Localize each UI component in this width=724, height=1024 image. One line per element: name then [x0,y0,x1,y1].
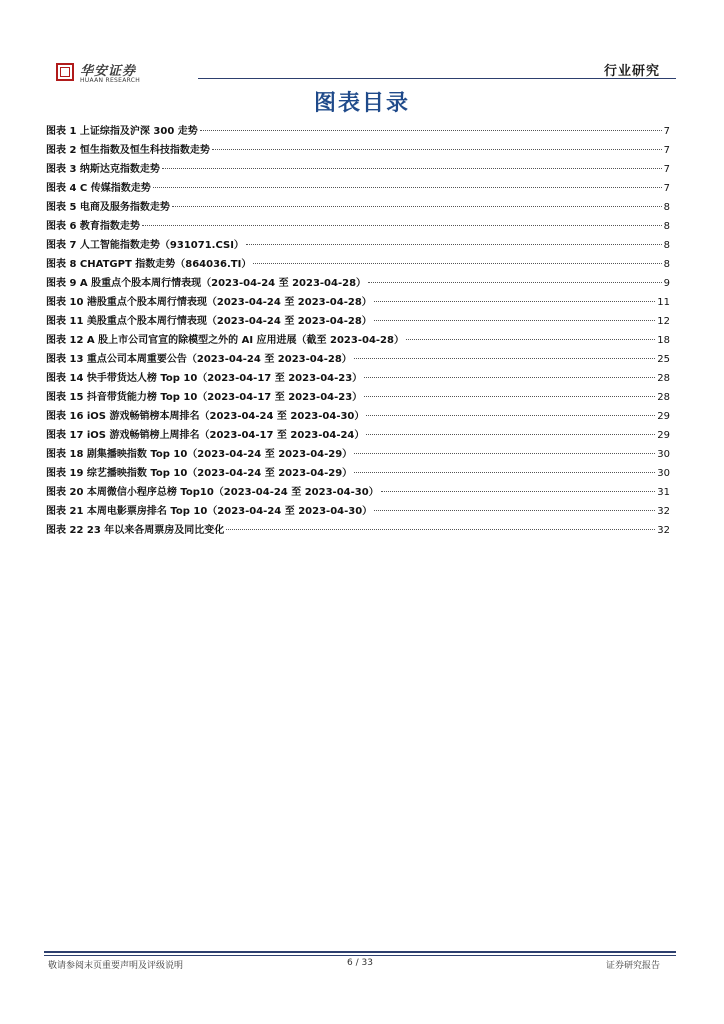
toc-dot-leader [364,377,655,378]
toc-entry[interactable] [46,502,670,521]
toc-entry-page[interactable]: 7 [663,183,670,194]
toc-dot-leader [246,244,662,245]
toc-entry-title[interactable]: 图表 12 A 股上市公司官宣的除模型之外的 AI 应用进展（截至 2023-04-28） [46,335,404,346]
toc-entry[interactable] [46,331,670,350]
toc-entry[interactable] [46,521,670,540]
toc-entry[interactable] [46,312,670,331]
toc-entry[interactable] [46,293,670,312]
page-title: 图表目录 [313,91,410,116]
toc-dot-leader [406,339,655,340]
toc-dot-leader [368,282,662,283]
toc-entry[interactable] [46,179,670,198]
toc-entry-page[interactable]: 8 [663,259,670,270]
toc-entry[interactable] [46,236,670,255]
toc-entry-title[interactable]: 图表 3 纳斯达克指数走势 [46,164,160,175]
toc-entry-page[interactable]: 31 [657,487,670,498]
toc-entry-title[interactable]: 图表 19 综艺播映指数 Top 10（2023-04-24 至 2023-04-29） [46,468,353,479]
toc-dot-leader [354,472,655,473]
toc-dot-leader [253,263,661,264]
toc-entry-page[interactable]: 29 [657,411,670,422]
toc-entry-title[interactable]: 图表 20 本周微信小程序总榜 Top10（2023-04-24 至 2023-04-30） [46,487,379,498]
toc-entry-page[interactable]: 28 [657,392,670,403]
toc-dot-leader [162,168,662,169]
toc-dot-leader [354,358,655,359]
toc-entry-title[interactable]: 图表 9 A 股重点个股本周行情表现（2023-04-24 至 2023-04-28） [46,278,367,289]
toc-dot-leader [364,396,655,397]
toc-dot-leader [142,225,662,226]
toc-entry-title[interactable]: 图表 13 重点公司本周重要公告（2023-04-24 至 2023-04-28） [46,354,352,365]
footer-divider [44,951,676,953]
footer-doc-type: 证券研究报告 [605,961,660,971]
toc-entry[interactable] [46,274,670,293]
toc-entry-title[interactable]: 图表 22 23 年以来各周票房及同比变化 [46,525,225,536]
toc-dot-leader [374,320,655,321]
toc-entry-title[interactable]: 图表 15 抖音带货能力榜 Top 10（2023-04-17 至 2023-04-23） [46,392,363,403]
toc-dot-leader [366,415,655,416]
toc-entry[interactable] [46,464,670,483]
toc-entry-page[interactable]: 7 [663,126,670,137]
toc-entry-title[interactable]: 图表 6 教育指数走势 [46,221,140,232]
toc-entry-page[interactable]: 7 [663,164,670,175]
toc-dot-leader [354,453,655,454]
toc-entry[interactable] [46,350,670,369]
toc-entry[interactable] [46,407,670,426]
toc-entry[interactable] [46,388,670,407]
toc-entry[interactable] [46,160,670,179]
toc-dot-leader [366,434,655,435]
toc-dot-leader [212,149,662,150]
toc-dot-leader [153,187,662,188]
toc-entry-page[interactable]: 8 [663,240,670,251]
toc-entry-page[interactable]: 29 [657,430,670,441]
toc-entry[interactable] [46,217,670,236]
toc-entry-page[interactable]: 32 [657,525,670,536]
toc-entry[interactable] [46,122,670,141]
toc-entry[interactable] [46,369,670,388]
logo-name-en: HUAAN RESEARCH [80,77,141,84]
toc-dot-leader [374,301,655,302]
page-header [48,56,676,88]
toc-entry-page[interactable]: 18 [657,335,670,346]
toc-entry-page[interactable]: 11 [657,297,670,308]
toc-entry-title[interactable]: 图表 18 剧集播映指数 Top 10（2023-04-24 至 2023-04-29） [46,449,353,460]
toc-entry[interactable] [46,483,670,502]
toc-entry[interactable] [46,141,670,160]
toc-entry-page[interactable]: 8 [663,221,670,232]
toc-entry-page[interactable]: 9 [663,278,670,289]
toc-entry-title[interactable]: 图表 8 CHATGPT 指数走势（864036.TI） [46,259,252,270]
toc-entry-title[interactable]: 图表 2 恒生指数及恒生科技指数走势 [46,145,210,156]
toc-entry-page[interactable]: 8 [663,202,670,213]
toc-entry-page[interactable]: 28 [657,373,670,384]
toc-dot-leader [172,206,662,207]
toc-entry-title[interactable]: 图表 16 iOS 游戏畅销榜本周排名（2023-04-24 至 2023-04-30） [46,411,365,422]
company-logo-icon [56,63,74,81]
toc-entry-title[interactable]: 图表 4 C 传媒指数走势 [46,183,151,194]
page-number: 6 / 33 [347,958,373,968]
logo-name-cn: 华安证券 [80,64,137,79]
toc-entry-page[interactable]: 30 [657,468,670,479]
toc-entry-title[interactable]: 图表 5 电商及服务指数走势 [46,202,170,213]
footer-divider-thin [44,955,676,956]
toc-entry-title[interactable]: 图表 7 人工智能指数走势（931071.CSI） [46,240,244,251]
toc-entry-page[interactable]: 25 [657,354,670,365]
table-of-figures [46,122,670,540]
toc-entry-page[interactable]: 12 [657,316,670,327]
toc-entry-title[interactable]: 图表 14 快手带货达人榜 Top 10（2023-04-17 至 2023-04-23） [46,373,363,384]
toc-entry-page[interactable]: 7 [663,145,670,156]
toc-entry-page[interactable]: 32 [657,506,670,517]
toc-dot-leader [226,529,655,530]
toc-entry-title[interactable]: 图表 1 上证综指及沪深 300 走势 [46,126,198,137]
toc-entry[interactable] [46,198,670,217]
toc-entry-title[interactable]: 图表 17 iOS 游戏畅销榜上周排名（2023-04-17 至 2023-04-24） [46,430,365,441]
footer-disclaimer: 敬请参阅末页重要声明及评级说明 [48,961,184,971]
toc-dot-leader [381,491,656,492]
toc-entry[interactable] [46,255,670,274]
toc-entry-title[interactable]: 图表 21 本周电影票房排名 Top 10（2023-04-24 至 2023-04-30） [46,506,373,517]
toc-entry-title[interactable]: 图表 10 港股重点个股本周行情表现（2023-04-24 至 2023-04-28） [46,297,372,308]
toc-entry-page[interactable]: 30 [657,449,670,460]
toc-entry[interactable] [46,445,670,464]
section-label: 行业研究 [603,64,660,79]
toc-entry-title[interactable]: 图表 11 美股重点个股本周行情表现（2023-04-24 至 2023-04-28） [46,316,372,327]
toc-dot-leader [374,510,655,511]
toc-dot-leader [200,130,662,131]
toc-entry[interactable] [46,426,670,445]
